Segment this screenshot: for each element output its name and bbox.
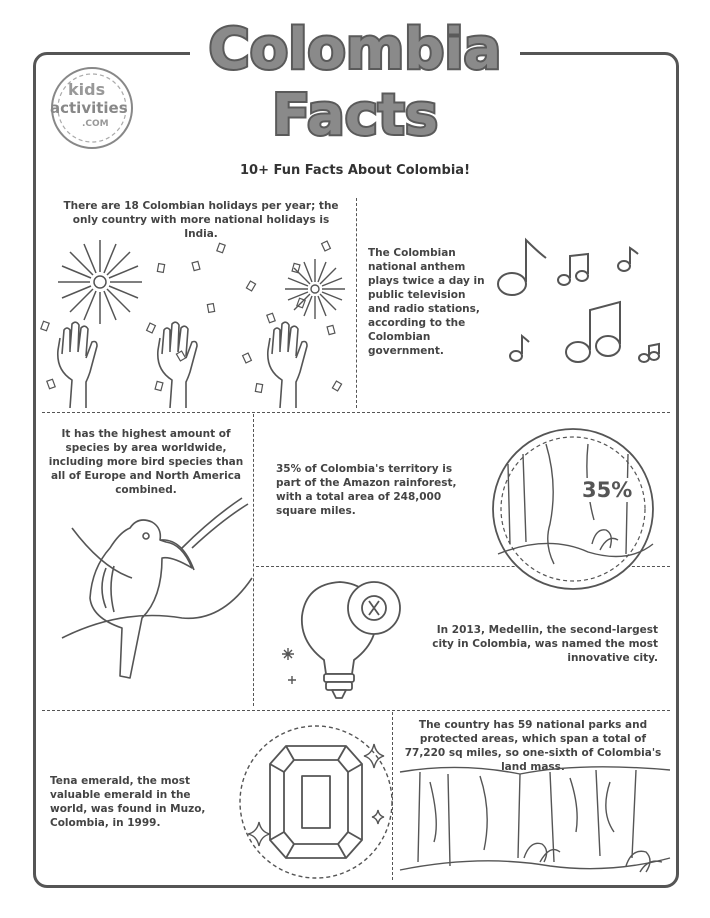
logo-text-com: .COM (82, 119, 109, 129)
divider-h-3 (42, 710, 670, 711)
fact-emerald: Tena emerald, the most valuable emerald in the world, was found in Muzo, Colombia, in 1999. (50, 775, 206, 829)
fact-amazon: 35% of Colombia's territory is part of the Amazon rainforest, with a total area of 248,000 square miles. (276, 463, 457, 517)
logo-text-kids: kids (68, 80, 106, 99)
toucan-icon (62, 488, 252, 688)
divider-v-mid (253, 414, 254, 706)
rainforest-icon (488, 424, 658, 594)
page-title-line2: Facts (271, 83, 439, 148)
fact-species: It has the highest amount of species by area worldwide, including more bird species than all of Europe and North America combined. (48, 428, 244, 496)
logo-text-activities: activities (50, 99, 128, 117)
kids-activities-logo (46, 62, 138, 154)
hands-icon (50, 320, 350, 410)
fact-parks: The country has 59 national parks and protected areas, which span a total of 77,220 sq miles, so one-sixth of Colombia's land mass. (404, 719, 662, 773)
fact-anthem: The Colombian national anthem plays twice a day in public television and radio stations, according to the Colombian government. (368, 247, 485, 357)
music-notes-icon (494, 232, 664, 372)
lightbulb-gear-icon (278, 570, 428, 710)
sparkle-icon (244, 820, 274, 850)
fact-holidays: There are 18 Colombian holidays per year; the only country with more national holidays is India. (63, 200, 339, 240)
page-title-line1: Colombia (208, 17, 502, 82)
amazon-percent-badge: 35% (582, 478, 633, 502)
sparkle-icon (354, 740, 394, 840)
page-subtitle: 10+ Fun Facts About Colombia! (239, 163, 470, 178)
fact-medellin: In 2013, Medellin, the second-largest city in Colombia, was named the most innovative city. (432, 624, 658, 664)
divider-h-1 (42, 412, 670, 413)
rainforest-icon (400, 762, 670, 882)
